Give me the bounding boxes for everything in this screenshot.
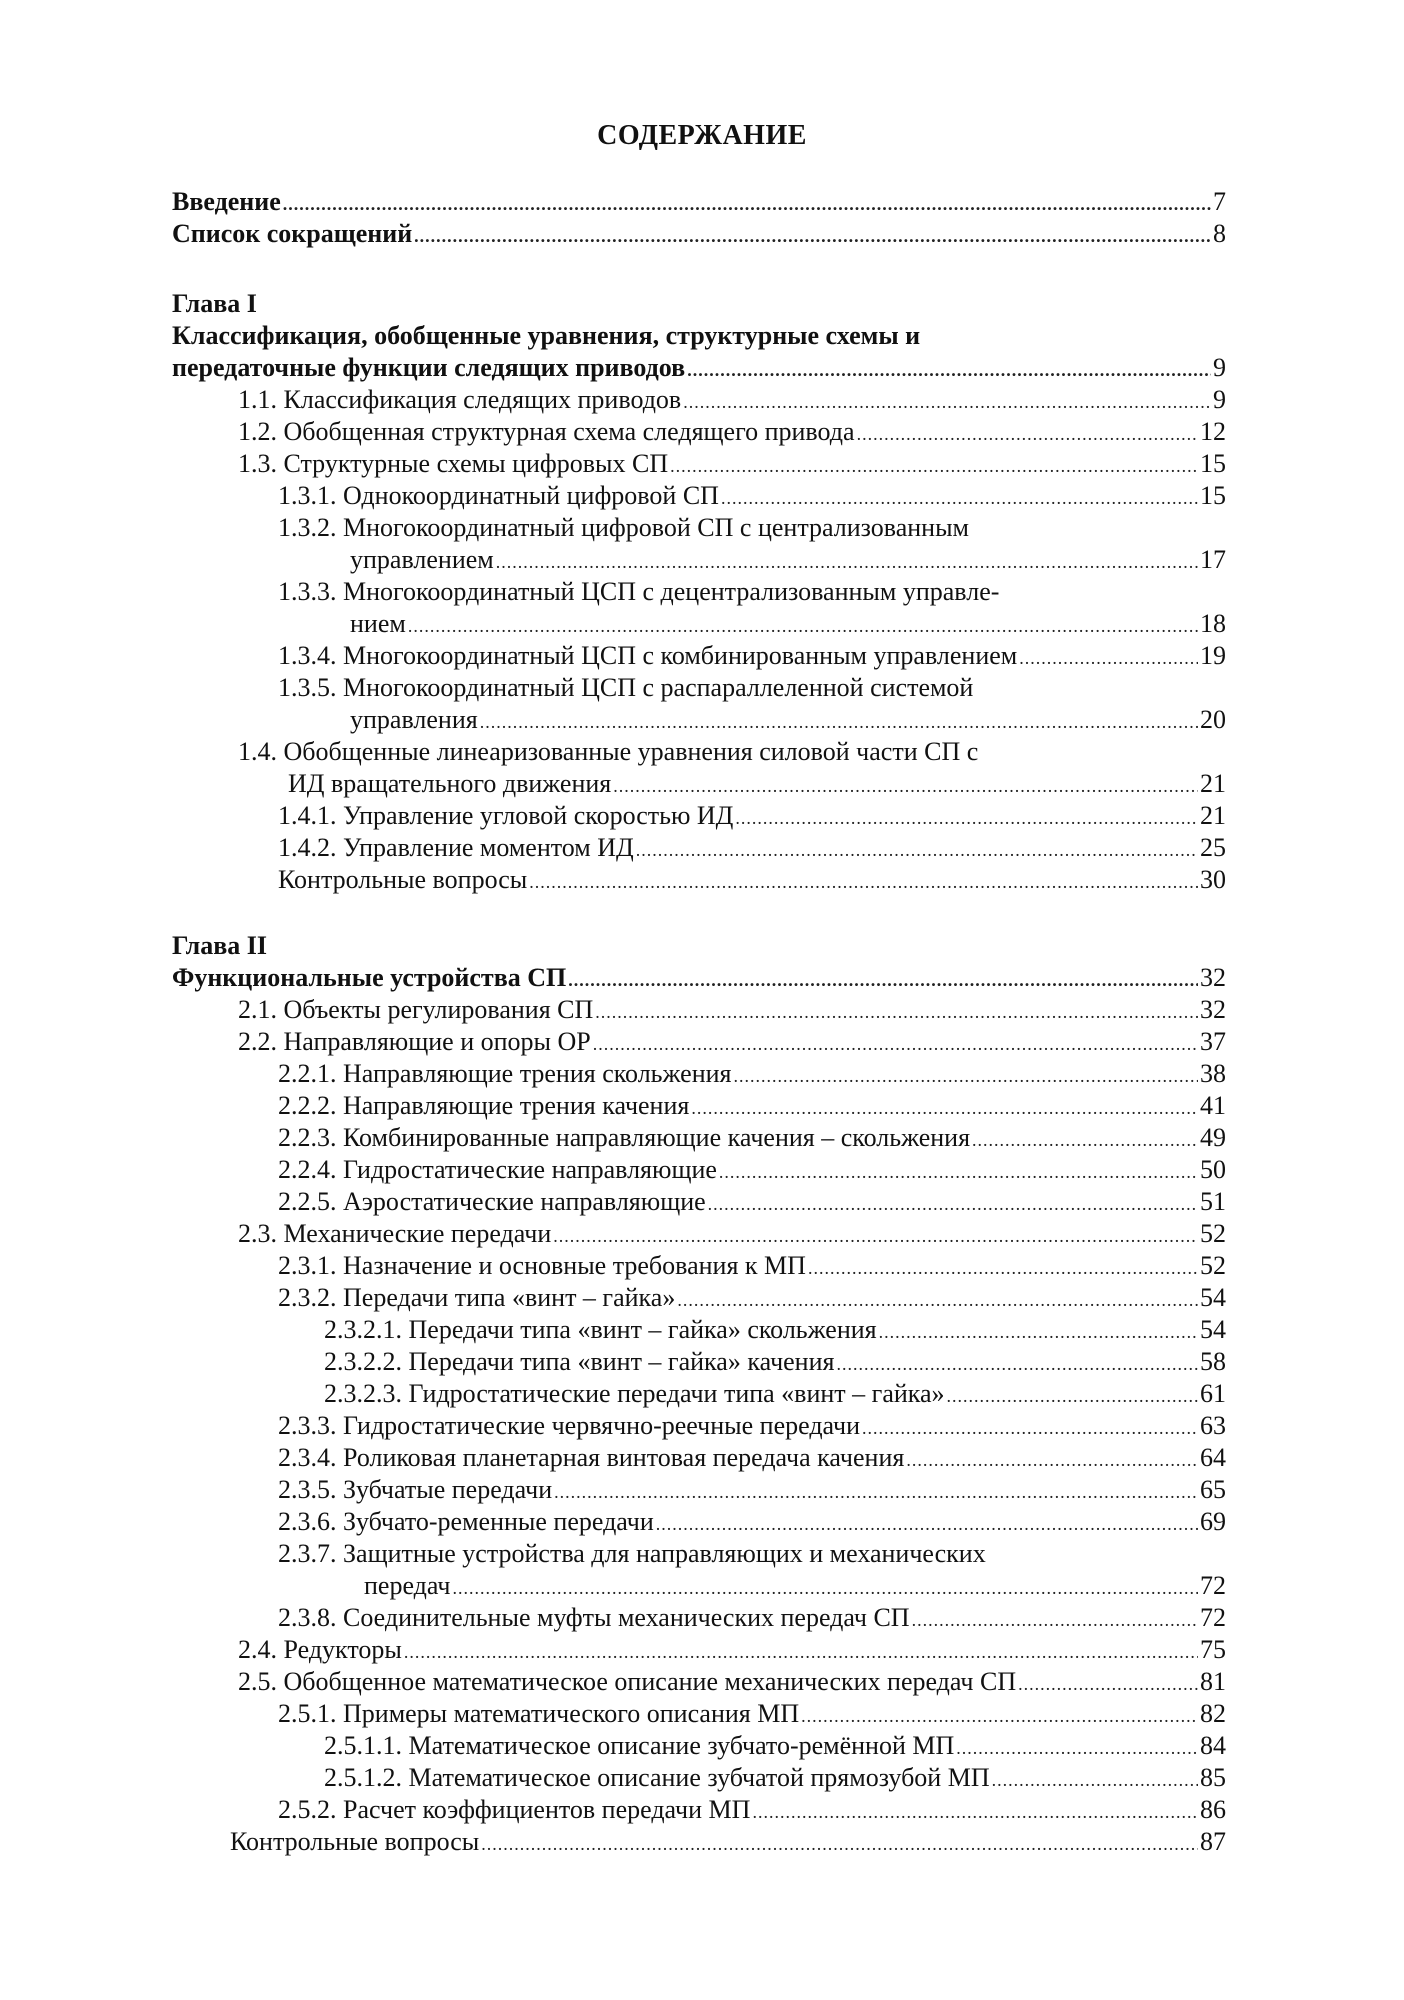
toc-entry-label: передач	[364, 1571, 451, 1600]
toc-page-number: 52	[1200, 1219, 1226, 1248]
toc-leader	[593, 1028, 1198, 1060]
toc-entry[interactable]	[324, 1762, 1226, 1794]
toc-leader	[529, 866, 1198, 898]
toc-entry-label: 1.3.3. Многокоординатный ЦСП с децентрализованным управле-	[278, 577, 1000, 606]
toc-entry[interactable]	[278, 1506, 1226, 1538]
toc-entry-label: 2.2.1. Направляющие трения скольжения	[278, 1059, 732, 1088]
toc-entry[interactable]	[278, 1538, 1226, 1570]
toc-leader	[956, 1732, 1198, 1764]
toc-leader	[708, 1188, 1198, 1220]
toc-entry-label: 2.3.7. Защитные устройства для направляющих и механических	[278, 1539, 986, 1568]
toc-page-number: 72	[1200, 1603, 1226, 1632]
toc-entry[interactable]	[278, 512, 1226, 544]
toc-entry-label: 2.3. Механические передачи	[238, 1219, 552, 1248]
toc-entry[interactable]	[324, 1314, 1226, 1346]
toc-leader	[687, 354, 1211, 386]
toc-entry-label: 1.3.4. Многокоординатный ЦСП с комбинированным управлением	[278, 641, 1018, 670]
toc-page-number: 19	[1200, 641, 1226, 670]
toc-page-number: 87	[1200, 1827, 1226, 1856]
toc-entry-label: 2.2.3. Комбинированные направляющие качения – скольжения	[278, 1123, 971, 1152]
toc-entry[interactable]	[278, 1090, 1226, 1122]
toc-entry-label: 2.5.1.2. Математическое описание зубчатой прямозубой МП	[324, 1763, 990, 1792]
toc-entry[interactable]	[278, 864, 1226, 896]
toc-page-number: 41	[1200, 1091, 1226, 1120]
toc-leader	[801, 1700, 1198, 1732]
toc-leader	[1019, 642, 1198, 674]
toc-entry[interactable]	[238, 448, 1226, 480]
toc-leader	[1018, 1668, 1198, 1700]
toc-entry-label: 1.4. Обобщенные линеаризованные уравнения силовой части СП с	[238, 737, 979, 766]
toc-entry-label: 2.2.2. Направляющие трения качения	[278, 1091, 690, 1120]
toc-entry[interactable]	[278, 480, 1226, 512]
toc-entry-label: управления	[350, 705, 478, 734]
toc-page-number: 81	[1200, 1667, 1226, 1696]
toc-entry-label: 2.3.8. Соединительные муфты механических передач СП	[278, 1603, 910, 1632]
toc-entry-label: 2.3.6. Зубчато-ременные передачи	[278, 1507, 654, 1536]
toc-entry-label: управлением	[350, 545, 494, 574]
toc-leader	[947, 1380, 1198, 1412]
toc-leader	[721, 482, 1198, 514]
toc-entry-label: 1.2. Обобщенная структурная схема следящего привода	[238, 417, 855, 446]
toc-entry-label: 2.3.4. Роликовая планетарная винтовая передача качения	[278, 1443, 905, 1472]
toc-page-number: 8	[1213, 219, 1226, 248]
toc-leader	[283, 188, 1211, 220]
toc-page-number: 49	[1200, 1123, 1226, 1152]
toc-page-number: 25	[1200, 833, 1226, 862]
toc-entry[interactable]	[324, 1378, 1226, 1410]
toc-entry-label: 2.2.5. Аэростатические направляющие	[278, 1187, 706, 1216]
toc-page-number: 32	[1200, 963, 1226, 992]
toc-entry[interactable]	[324, 1346, 1226, 1378]
toc-entry-label: 2.3.2.2. Передачи типа «винт – гайка» качения	[324, 1347, 835, 1376]
toc-entry-label: 2.3.1. Назначение и основные требования к МП	[278, 1251, 806, 1280]
toc-leader	[480, 706, 1198, 738]
toc-leader	[972, 1124, 1198, 1156]
toc-entry-label: 2.1. Объекты регулирования СП	[238, 995, 594, 1024]
toc-leader	[691, 1092, 1198, 1124]
toc-entry-label: 2.3.2. Передачи типа «винт – гайка»	[278, 1283, 676, 1312]
toc-page-number: 9	[1213, 353, 1226, 382]
toc-entry[interactable]	[278, 640, 1226, 672]
toc-entry-label: 1.4.1. Управление угловой скоростью ИД	[278, 801, 734, 830]
toc-entry[interactable]	[278, 1794, 1226, 1826]
toc-page-number: 75	[1200, 1635, 1226, 1664]
toc-entry-label: 2.5.1.1. Математическое описание зубчато-ремённой МП	[324, 1731, 955, 1760]
toc-page-number: 86	[1200, 1795, 1226, 1824]
toc-leader	[752, 1796, 1198, 1828]
toc-leader	[906, 1444, 1198, 1476]
toc-leader	[862, 1412, 1198, 1444]
toc-entry-label: 2.3.3. Гидростатические червячно-реечные передачи	[278, 1411, 861, 1440]
toc-entry[interactable]	[278, 1186, 1226, 1218]
toc-entry-label: нием	[350, 609, 406, 638]
chapter-1-label: Глава I	[172, 289, 257, 318]
toc-entry[interactable]	[278, 1442, 1226, 1474]
toc-entry-label: ИД вращательного движения	[288, 769, 612, 798]
toc-entry-label: Список сокращений	[172, 219, 413, 248]
toc-entry-abbreviations[interactable]	[172, 218, 1226, 250]
toc-entry-label: 1.3.5. Многокоординатный ЦСП с распараллеленной системой	[278, 673, 974, 702]
toc-page-number: 50	[1200, 1155, 1226, 1184]
toc-entry-label: Контрольные вопросы	[230, 1827, 480, 1856]
toc-entry-label: 1.3.2. Многокоординатный цифровой СП с централизованным	[278, 513, 969, 542]
toc-page-number: 17	[1200, 545, 1226, 574]
toc-entry-label: Функциональные устройства СП	[172, 963, 567, 992]
toc-entry[interactable]	[278, 1122, 1226, 1154]
toc-page-number: 21	[1200, 769, 1226, 798]
toc-leader	[452, 1572, 1198, 1604]
toc-page-number: 52	[1200, 1251, 1226, 1280]
toc-entry[interactable]	[278, 1154, 1226, 1186]
toc-leader	[857, 418, 1198, 450]
toc-leader	[670, 450, 1198, 482]
toc-entry[interactable]	[238, 384, 1226, 416]
toc-page-number: 21	[1200, 801, 1226, 830]
toc-page-number: 9	[1213, 385, 1226, 414]
page-title: СОДЕРЖАНИЕ	[597, 120, 807, 151]
toc-entry-label: 2.3.2.3. Гидростатические передачи типа «винт – гайка»	[324, 1379, 945, 1408]
toc-leader	[719, 1156, 1198, 1188]
toc-entry-label: 1.1. Классификация следящих приводов	[238, 385, 682, 414]
toc-entry[interactable]	[278, 672, 1226, 704]
toc-page-number: 61	[1200, 1379, 1226, 1408]
toc-page-number: 72	[1200, 1571, 1226, 1600]
toc-entry-label: 1.3.1. Однокоординатный цифровой СП	[278, 481, 719, 510]
toc-entry-label: 2.2. Направляющие и опоры ОР	[238, 1027, 591, 1056]
toc-entry-label: 2.5. Обобщенное математическое описание механических передач СП	[238, 1667, 1017, 1696]
toc-leader	[912, 1604, 1198, 1636]
toc-leader	[613, 770, 1198, 802]
toc-entry-label: 2.5.1. Примеры математического описания МП	[278, 1699, 800, 1728]
toc-page-number: 12	[1200, 417, 1226, 446]
toc-leader	[568, 964, 1198, 996]
chapter-2-title[interactable]	[172, 962, 1226, 994]
toc-page-number: 37	[1200, 1027, 1226, 1056]
toc-page-number: 18	[1200, 609, 1226, 638]
toc-entry[interactable]	[278, 1698, 1226, 1730]
toc-page-number: 7	[1213, 187, 1226, 216]
toc-entry-label: передаточные функции следящих приводов	[172, 353, 686, 382]
toc-entry-label: Контрольные вопросы	[278, 865, 528, 894]
toc-entry[interactable]	[238, 1666, 1226, 1698]
toc-entry[interactable]	[278, 1250, 1226, 1282]
toc-page-number: 20	[1200, 705, 1226, 734]
toc-leader	[808, 1252, 1198, 1284]
toc-entry-intro[interactable]	[172, 186, 1226, 218]
toc-leader	[554, 1476, 1198, 1508]
toc-page-number: 82	[1200, 1699, 1226, 1728]
toc-entry[interactable]	[278, 1058, 1226, 1090]
toc-leader	[414, 220, 1211, 252]
toc-entry-label: 2.5.2. Расчет коэффициентов передачи МП	[278, 1795, 751, 1824]
toc-entry-label: 2.2.4. Гидростатические направляющие	[278, 1155, 717, 1184]
toc-leader	[992, 1764, 1198, 1796]
toc-entry-label: 2.3.2.1. Передачи типа «винт – гайка» скольжения	[324, 1315, 877, 1344]
toc-leader	[595, 996, 1198, 1028]
toc-page-number: 15	[1200, 449, 1226, 478]
toc-entry-label: 2.3.5. Зубчатые передачи	[278, 1475, 553, 1504]
toc-entry[interactable]	[230, 1826, 1226, 1858]
toc-entry-label: 1.3. Структурные схемы цифровых СП	[238, 449, 669, 478]
toc-page-number: 54	[1200, 1283, 1226, 1312]
toc-page-number: 38	[1200, 1059, 1226, 1088]
chapter-2-label: Глава II	[172, 931, 267, 960]
toc-leader	[879, 1316, 1198, 1348]
toc-page-number: 84	[1200, 1731, 1226, 1760]
toc-entry[interactable]	[364, 1570, 1226, 1602]
toc-leader	[408, 610, 1198, 642]
toc-leader	[683, 386, 1211, 418]
toc-page-number: 69	[1200, 1507, 1226, 1536]
toc-leader	[734, 1060, 1199, 1092]
toc-page-number: 15	[1200, 481, 1226, 510]
toc-entry[interactable]	[288, 768, 1226, 800]
toc-leader	[735, 802, 1198, 834]
toc-page-number: 63	[1200, 1411, 1226, 1440]
toc-entry[interactable]	[350, 704, 1226, 736]
toc-leader	[677, 1284, 1198, 1316]
toc-leader	[836, 1348, 1198, 1380]
toc-entry[interactable]	[278, 1410, 1226, 1442]
toc-entry[interactable]	[278, 800, 1226, 832]
toc-entry[interactable]	[238, 736, 1226, 768]
toc-page-number: 54	[1200, 1315, 1226, 1344]
toc-entry[interactable]	[324, 1730, 1226, 1762]
toc-entry[interactable]	[278, 1474, 1226, 1506]
toc-leader	[553, 1220, 1198, 1252]
toc-entry[interactable]	[278, 1282, 1226, 1314]
toc-leader	[481, 1828, 1198, 1860]
toc-entry[interactable]	[238, 416, 1226, 448]
toc-entry[interactable]	[238, 1634, 1226, 1666]
toc-page-number: 65	[1200, 1475, 1226, 1504]
toc-page-number: 30	[1200, 865, 1226, 894]
toc-entry[interactable]	[350, 608, 1226, 640]
toc-entry-label: Введение	[172, 187, 281, 216]
chapter-1-title-line-1: Классификация, обобщенные уравнения, структурные схемы и	[172, 321, 921, 350]
toc-page-number: 85	[1200, 1763, 1226, 1792]
toc-leader	[404, 1636, 1198, 1668]
toc-entry[interactable]	[278, 832, 1226, 864]
toc-page-number: 32	[1200, 995, 1226, 1024]
toc-entry[interactable]	[238, 994, 1226, 1026]
toc-entry[interactable]	[238, 1026, 1226, 1058]
toc-page-number: 51	[1200, 1187, 1226, 1216]
toc-leader	[496, 546, 1198, 578]
toc-entry-label: 2.4. Редукторы	[238, 1635, 402, 1664]
toc-leader	[636, 834, 1198, 866]
toc-entry[interactable]	[278, 576, 1226, 608]
toc-page-number: 64	[1200, 1443, 1226, 1472]
toc-entry-label: 1.4.2. Управление моментом ИД	[278, 833, 634, 862]
toc-page-number: 58	[1200, 1347, 1226, 1376]
chapter-1-title-line-2[interactable]	[172, 352, 1226, 384]
toc-leader	[656, 1508, 1198, 1540]
toc-entry[interactable]	[238, 1218, 1226, 1250]
toc-entry[interactable]	[278, 1602, 1226, 1634]
toc-entry[interactable]	[350, 544, 1226, 576]
